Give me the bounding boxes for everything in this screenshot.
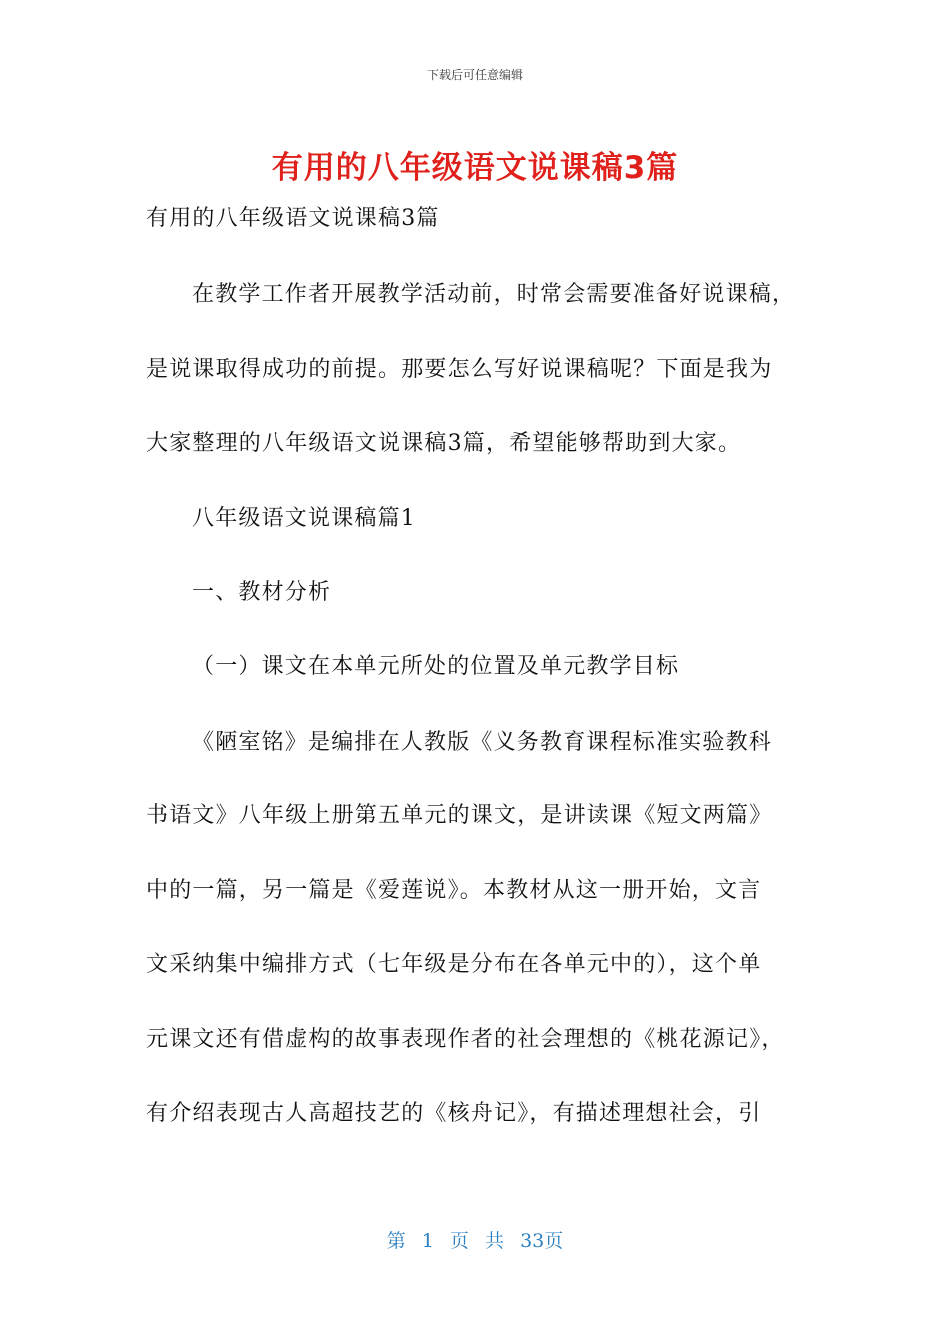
page-header-note: 下载后可任意编辑 — [426, 68, 523, 82]
section-heading-2: 一、教材分析 — [192, 580, 332, 605]
subtitle-line: 有用的八年级语文说课稿3篇 — [146, 206, 440, 231]
body-line-3: 大家整理的八年级语文说课稿3篇，希望能够帮助到大家。 — [146, 431, 742, 456]
body-line-9: 有介绍表现古人高超技艺的《核舟记》，有描述理想社会，引 — [146, 1101, 762, 1126]
section-heading-1: 八年级语文说课稿篇1 — [192, 506, 416, 531]
body-line-6: 中的一篇，另一篇是《爱莲说》。本教材从这一册开始，文言 — [146, 878, 762, 903]
body-line-4: 《陋室铭》是编排在人教版《义务教育课程标准实验教科 — [192, 730, 773, 755]
footer-ye: 页 — [449, 1230, 469, 1252]
footer-gong: 共 — [485, 1230, 505, 1252]
footer-page-number: 1 — [421, 1230, 434, 1252]
footer-di: 第 — [386, 1230, 406, 1252]
page-footer — [0, 1226, 950, 1253]
body-line-5: 书语文》八年级上册第五单元的课文，是讲读课《短文两篇》 — [146, 803, 773, 828]
body-line-7: 文采纳集中编排方式（七年级是分布在各单元中的），这个单 — [146, 952, 762, 977]
body-line-8: 元课文还有借虚构的故事表现作者的社会理想的《桃花源记》， — [146, 1027, 785, 1052]
footer-total-pages: 33页 — [520, 1230, 564, 1252]
section-heading-3: （一）课文在本单元所处的位置及单元教学目标 — [192, 654, 680, 679]
document-title: 有用的八年级语文说课稿3篇 — [271, 150, 679, 186]
body-line-2: 是说课取得成功的前提。那要怎么写好说课稿呢？下面是我为 — [146, 357, 773, 382]
body-line-1: 在教学工作者开展教学活动前，时常会需要准备好说课稿， — [192, 282, 796, 307]
